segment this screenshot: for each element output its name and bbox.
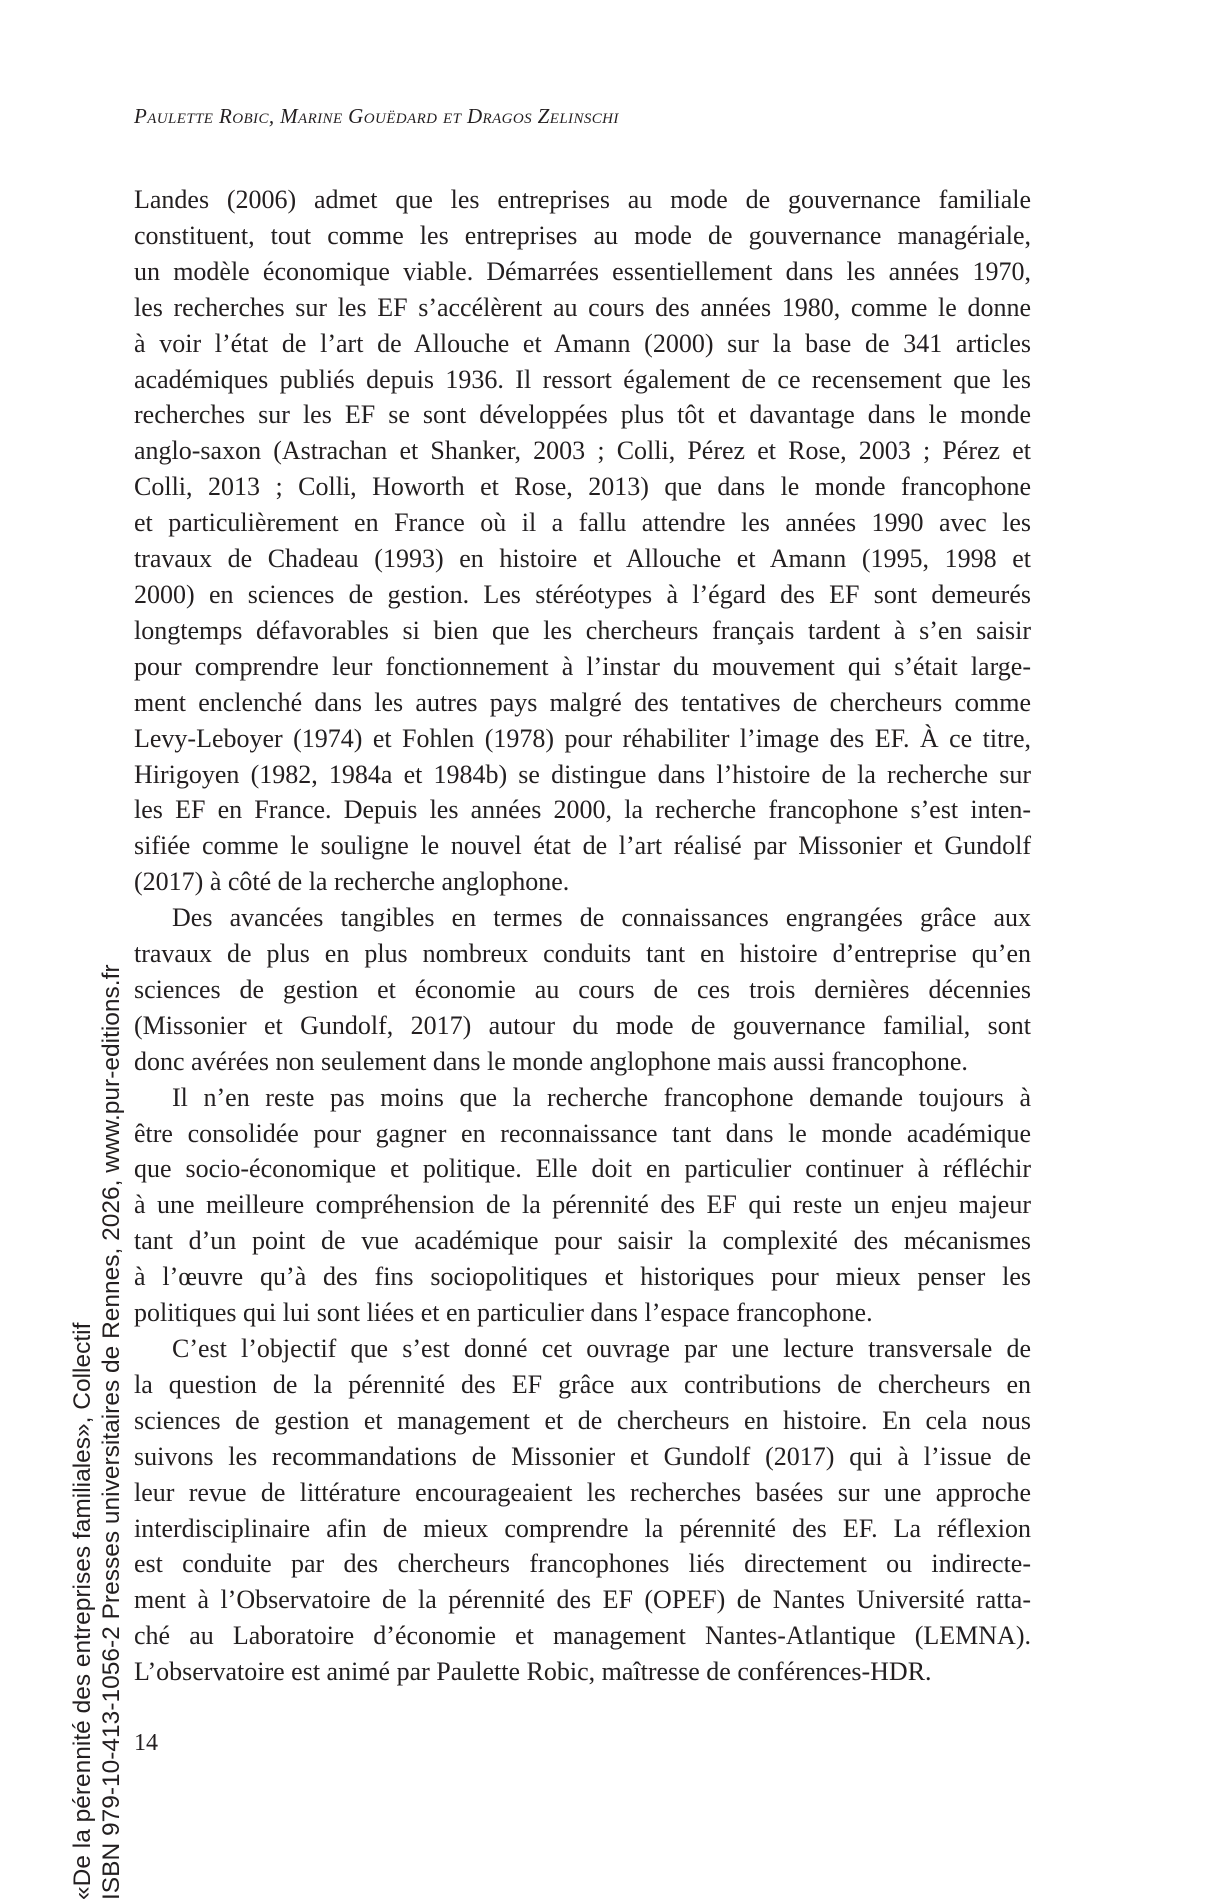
text-line: Il n’en reste pas moins que la recherche francophone demande toujours à bbox=[172, 1082, 1031, 1112]
text-line: suivons les recommandations de Missonier et Gundolf (2017) qui à l’issue de bbox=[134, 1441, 1031, 1471]
text-line: politiques qui lui sont liées et en particulier dans l’espace francophone. bbox=[134, 1298, 873, 1328]
text-line: longtemps défavorables si bien que les chercheurs français tardent à s’en saisir bbox=[134, 615, 1031, 645]
text-line: à une meilleure compréhension de la pérennité des EF qui reste un enjeu majeur bbox=[134, 1190, 1031, 1220]
text-line: sifiée comme le souligne le nouvel état de l’art réalisé par Missonier et Gundolf bbox=[134, 831, 1031, 861]
side-credit-title: «De la pérennité des entreprises familiales», Collectif bbox=[69, 1322, 96, 1900]
text-line: (2017) à côté de la recherche anglophone. bbox=[134, 867, 570, 897]
paragraph bbox=[134, 1331, 1031, 1690]
text-line: leur revue de littérature encourageaient les recherches basées sur une approche bbox=[134, 1477, 1031, 1507]
text-line: à voir l’état de l’art de Allouche et Amann (2000) sur la base de 341 articles bbox=[134, 328, 1031, 358]
side-credit-isbn: ISBN 979-10-413-1056-2 Presses universitaires de Rennes, 2026, www.pur-editions.fr bbox=[98, 964, 125, 1900]
text-line: Des avancées tangibles en termes de connaissances engrangées grâce aux bbox=[172, 903, 1031, 933]
text-line: 2000) en sciences de gestion. Les stéréotypes à l’égard des EF sont demeurés bbox=[134, 579, 1031, 609]
text-line: les EF en France. Depuis les années 2000, la recherche francophone s’est inten- bbox=[134, 795, 1031, 825]
text-line: académiques publiés depuis 1936. Il ressort également de ce recensement que les bbox=[134, 364, 1031, 394]
body-text bbox=[134, 182, 1031, 1690]
text-line: travaux de plus en plus nombreux conduits tant en histoire d’entreprise qu’en bbox=[134, 939, 1031, 969]
text-line: C’est l’objectif que s’est donné cet ouvrage par une lecture transversale de bbox=[172, 1334, 1031, 1363]
text-line: sciences de gestion et économie au cours de ces trois dernières décennies bbox=[134, 974, 1031, 1004]
page-number: 14 bbox=[134, 1730, 158, 1756]
side-credit bbox=[68, 964, 126, 1900]
text-line: être consolidée pour gagner en reconnaissance tant dans le monde académique bbox=[134, 1118, 1031, 1148]
paragraph bbox=[134, 1080, 1031, 1331]
text-line: Colli, 2013 ; Colli, Howorth et Rose, 2013) que dans le monde francophone bbox=[134, 472, 1031, 502]
text-line: Hirigoyen (1982, 1984a et 1984b) se distingue dans l’histoire de la recherche sur bbox=[134, 759, 1031, 789]
text-line: pour comprendre leur fonctionnement à l’instar du mouvement qui s’était large- bbox=[134, 651, 1031, 681]
text-line: travaux de Chadeau (1993) en histoire et Allouche et Amann (1995, 1998 et bbox=[134, 544, 1031, 574]
text-line: ment à l’Observatoire de la pérennité des EF (OPEF) de Nantes Université ratta- bbox=[134, 1585, 1031, 1615]
text-line: (Missonier et Gundolf, 2017) autour du mode de gouvernance familial, sont bbox=[134, 1010, 1031, 1040]
text-line: sciences de gestion et management et de chercheurs en histoire. En cela nous bbox=[134, 1405, 1031, 1435]
text-line: Landes (2006) admet que les entreprises au mode de gouvernance familiale bbox=[134, 185, 1031, 214]
text-line: est conduite par des chercheurs francophones liés directement ou indirecte- bbox=[134, 1549, 1031, 1579]
text-line: interdisciplinaire afin de mieux comprendre la pérennité des EF. La réflexion bbox=[134, 1513, 1031, 1543]
text-line: ché au Laboratoire d’économie et management Nantes-Atlantique (LEMNA). bbox=[134, 1621, 1031, 1651]
text-line: que socio-économique et politique. Elle doit en particulier continuer à réfléchir bbox=[134, 1154, 1031, 1184]
paragraph bbox=[134, 182, 1031, 900]
text-line: un modèle économique viable. Démarrées essentiellement dans les années 1970, bbox=[134, 256, 1031, 286]
text-line: constituent, tout comme les entreprises au mode de gouvernance managériale, bbox=[134, 220, 1031, 250]
text-line: donc avérées non seulement dans le monde anglophone mais aussi francophone. bbox=[134, 1046, 968, 1076]
text-line: Levy-Leboyer (1974) et Fohlen (1978) pour réhabiliter l’image des EF. À ce titre, bbox=[134, 723, 1031, 753]
text-line: la question de la pérennité des EF grâce aux contributions de chercheurs en bbox=[134, 1369, 1031, 1399]
text-line: à l’œuvre qu’à des fins sociopolitiques et historiques pour mieux penser les bbox=[134, 1262, 1031, 1292]
paragraph bbox=[134, 900, 1031, 1080]
running-head: Paulette Robic, Marine Gouëdard et Dragos Zelinschi bbox=[134, 104, 619, 128]
text-line: recherches sur les EF se sont développées plus tôt et davantage dans le monde bbox=[134, 400, 1031, 430]
text-line: les recherches sur les EF s’accélèrent au cours des années 1980, comme le donne bbox=[134, 292, 1031, 322]
text-line: L’observatoire est animé par Paulette Robic, maîtresse de conférences-HDR. bbox=[134, 1657, 932, 1687]
text-line: tant d’un point de vue académique pour saisir la complexité des mécanismes bbox=[134, 1226, 1031, 1256]
text-line: anglo-saxon (Astrachan et Shanker, 2003 ; Colli, Pérez et Rose, 2003 ; Pérez et bbox=[134, 436, 1031, 466]
text-line: ment enclenché dans les autres pays malgré des tentatives de chercheurs comme bbox=[134, 687, 1031, 717]
text-line: et particulièrement en France où il a fallu attendre les années 1990 avec les bbox=[134, 508, 1031, 538]
